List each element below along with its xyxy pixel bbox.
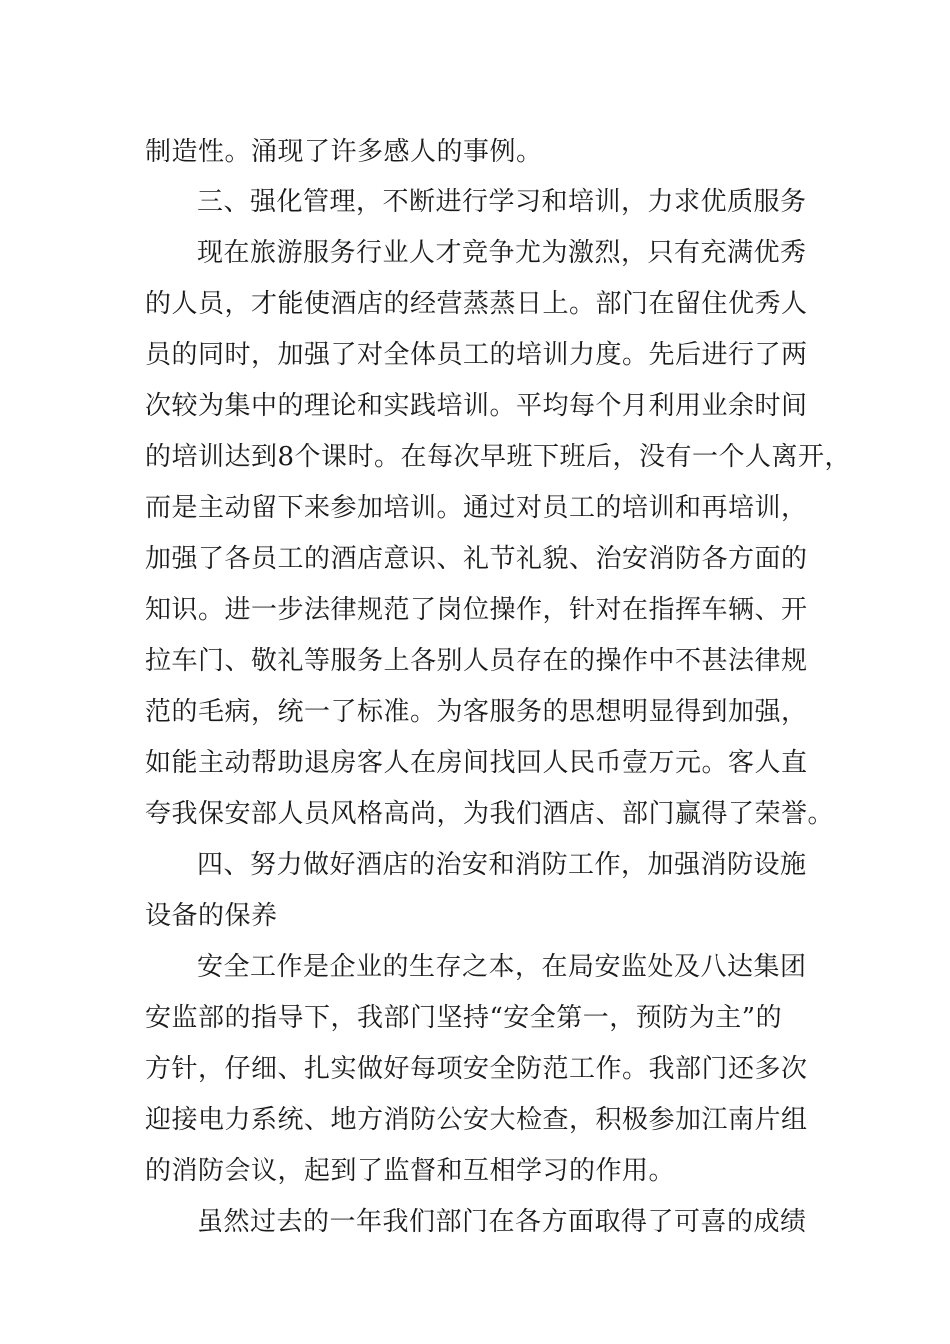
text-line: 制造性。涌现了许多感人的事例。 (145, 137, 543, 167)
text-line: 夸我保安部人员风格高尚，为我们酒店、部门赢得了荣誉。 (145, 799, 835, 829)
text-line: 安监部的指导下，我部门坚持“安全第一，预防为主”的 (145, 1003, 783, 1033)
text-line: 的消防会议，起到了监督和互相学习的作用。 (145, 1156, 676, 1186)
text-line: 知识。进一步法律规范了岗位操作，针对在指挥车辆、开 (145, 595, 808, 625)
text-line: 而是主动留下来参加培训。通过对员工的培训和再培训， (145, 493, 808, 523)
text-line: 加强了各员工的酒店意识、礼节礼貌、治安消防各方面的 (145, 544, 808, 574)
text-line: 迎接电力系统、地方消防公安大检查，积极参加江南片组 (145, 1105, 808, 1135)
section-heading: 三、强化管理，不断进行学习和培训，力求优质服务 (197, 187, 807, 217)
text-line: 次较为集中的理论和实践培训。平均每个月利用业余时间 (145, 391, 808, 421)
text-line: 员的同时，加强了对全体员工的培训力度。先后进行了两 (145, 340, 808, 370)
text-line: 安全工作是企业的生存之本，在局安监处及八达集团 (197, 952, 807, 982)
text-line: 的培训达到8个课时。在每次早班下班后，没有一个人离开， (145, 442, 852, 472)
text-line: 范的毛病，统一了标准。为客服务的思想明显得到加强， (145, 697, 808, 727)
text-line: 虽然过去的一年我们部门在各方面取得了可喜的成绩 (197, 1207, 807, 1237)
text-line: 方针，仔细、扎实做好每项安全防范工作。我部门还多次 (145, 1054, 808, 1084)
text-line: 现在旅游服务行业人才竞争尤为激烈，只有充满优秀 (197, 238, 807, 268)
section-heading: 四、努力做好酒店的治安和消防工作，加强消防设施 (197, 850, 807, 880)
text-line: 拉车门、敬礼等服务上各别人员存在的操作中不甚法律规 (145, 646, 808, 676)
text-line: 如能主动帮助退房客人在房间找回人民币壹万元。客人直 (145, 748, 808, 778)
section-heading-continuation: 设备的保养 (145, 901, 278, 931)
text-line: 的人员，才能使酒店的经营蒸蒸日上。部门在留住优秀人 (145, 289, 808, 319)
